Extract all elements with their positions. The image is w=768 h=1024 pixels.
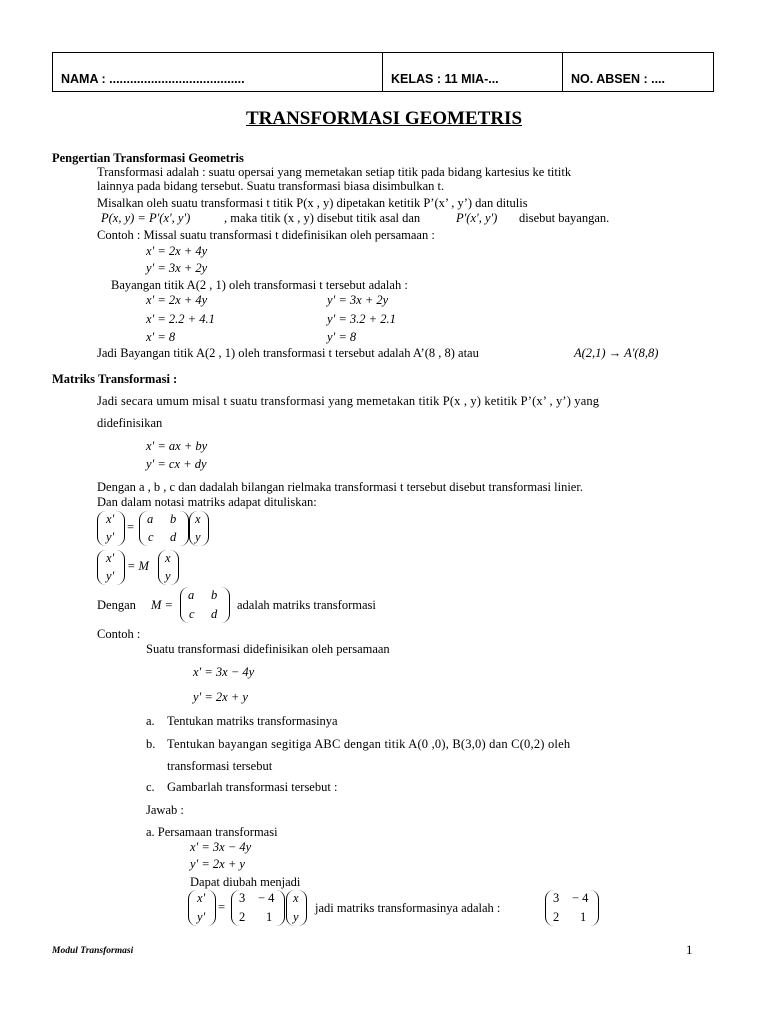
matrix-entry: a bbox=[147, 512, 154, 526]
matrix-entry: y bbox=[293, 910, 299, 924]
list-marker: b. bbox=[146, 737, 156, 751]
paragraph-line: lainnya pada bidang tersebut. Suatu transformasi biasa disimbulkan t. bbox=[97, 179, 445, 193]
paragraph-line: Dengan bbox=[97, 598, 136, 612]
equation: y' = 3.2 + 2.1 bbox=[327, 312, 396, 326]
identity-table bbox=[52, 52, 714, 92]
math-expression: A(2,1) → A'(8,8) bbox=[574, 346, 659, 360]
paragraph-line: Bayangan titik A(2 , 1) oleh transformasi t tersebut adalah : bbox=[111, 278, 408, 292]
nama-field[interactable]: NAMA : ....................................... bbox=[53, 53, 383, 91]
math-expression: P(x, y) = P'(x', y') bbox=[101, 211, 191, 225]
matrix-entry: b bbox=[170, 512, 177, 526]
matrix-entry: a bbox=[188, 588, 195, 602]
equals-sign: = bbox=[127, 520, 135, 534]
paragraph-line: jadi matriks transformasinya adalah : bbox=[315, 901, 501, 915]
matrix-entry: c bbox=[148, 530, 154, 544]
matrix-entry: b bbox=[211, 588, 218, 602]
equals-sign: = M bbox=[127, 559, 149, 573]
paragraph-line: Dan dalam notasi matriks adapat dituliskan: bbox=[97, 495, 317, 509]
paragraph-line: Contoh : Missal suatu transformasi t didefinisikan oleh persamaan : bbox=[97, 228, 435, 242]
matrix-entry: 1 bbox=[266, 910, 273, 924]
equation: x' = 2x + 4y bbox=[146, 293, 208, 307]
matrix-entry: d bbox=[170, 530, 177, 544]
section-heading-pengertian: Pengertian Transformasi Geometris bbox=[52, 151, 244, 165]
matrix-entry: d bbox=[211, 607, 218, 621]
list-item: transformasi tersebut bbox=[167, 759, 273, 773]
list-item: Tentukan matriks transformasinya bbox=[167, 714, 338, 728]
page-title-text: TRANSFORMASI GEOMETRIS bbox=[245, 108, 523, 129]
matrix-entry: 1 bbox=[580, 910, 587, 924]
matrix-entry: − 4 bbox=[258, 891, 275, 905]
matrix-entry: 2 bbox=[239, 910, 246, 924]
section-heading-matriks: Matriks Transformasi : bbox=[52, 372, 178, 386]
equation: x' = 8 bbox=[146, 330, 176, 344]
equation: x' = 3x − 4y bbox=[190, 840, 252, 854]
matrix-entry: y bbox=[165, 569, 171, 583]
equation: x' = ax + by bbox=[146, 439, 208, 453]
paragraph-line: adalah matriks transformasi bbox=[237, 598, 376, 612]
equation: y' = 8 bbox=[327, 330, 357, 344]
list-marker: c. bbox=[146, 780, 155, 794]
paragraph-line: Contoh : bbox=[97, 627, 141, 641]
matrix-entry: y' bbox=[106, 530, 115, 544]
absen-field[interactable]: NO. ABSEN : .... bbox=[571, 72, 665, 86]
paragraph-line: Misalkan oleh suatu transformasi t titik P(x , y) dipetakan ketitik P’(x’ , y’) dan ditulis bbox=[97, 196, 528, 210]
matrix-entry: x bbox=[293, 891, 299, 905]
page-title bbox=[0, 108, 768, 130]
math-expression: M = bbox=[151, 598, 173, 612]
paragraph-line: didefinisikan bbox=[97, 416, 163, 430]
paragraph-line: Dengan a , b , c dan dadalah bilangan rielmaka transformasi t tersebut disebut transformasi linier. bbox=[97, 480, 583, 494]
list-item: Tentukan bayangan segitiga ABC dengan titik A(0 ,0), B(3,0) dan C(0,2) oleh bbox=[167, 737, 571, 751]
paragraph-line: a. Persamaan transformasi bbox=[146, 825, 278, 839]
matrix-entry: y' bbox=[106, 569, 115, 583]
equation: y' = cx + dy bbox=[146, 457, 207, 471]
matrix-entry: c bbox=[189, 607, 195, 621]
paragraph-line: Dapat diubah menjadi bbox=[190, 875, 301, 889]
matrix-entry: x' bbox=[106, 551, 115, 565]
matrix-entry: − 4 bbox=[572, 891, 589, 905]
page-number: 1 bbox=[686, 942, 693, 957]
matrix-entry: x' bbox=[197, 891, 206, 905]
equation: y' = 3x + 2y bbox=[146, 261, 208, 275]
math-expression: P'(x', y') bbox=[456, 211, 498, 225]
matrix-entry: x bbox=[165, 551, 171, 565]
equation: y' = 2x + y bbox=[190, 857, 245, 871]
equation: x' = 3x − 4y bbox=[193, 665, 255, 679]
equation: x' = 2x + 4y bbox=[146, 244, 208, 258]
equation: x' = 2.2 + 4.1 bbox=[146, 312, 215, 326]
list-marker: a. bbox=[146, 714, 155, 728]
matrix-entry: y' bbox=[197, 910, 206, 924]
paragraph-line: Jawab : bbox=[146, 803, 184, 817]
kelas-field[interactable]: KELAS : 11 MIA-... bbox=[383, 53, 563, 91]
equation: y' = 3x + 2y bbox=[327, 293, 389, 307]
matrix-entry: y bbox=[195, 530, 201, 544]
matrix-entry: 3 bbox=[239, 891, 246, 905]
equation: y' = 2x + y bbox=[193, 690, 248, 704]
paragraph-line: Jadi Bayangan titik A(2 , 1) oleh transformasi t tersebut adalah A’(8 , 8) atau bbox=[97, 346, 479, 360]
paragraph-line: Jadi secara umum misal t suatu transformasi yang memetakan titik P(x , y) ketitik P’(x’ , y’) yang bbox=[97, 394, 600, 408]
paragraph-line: disebut bayangan. bbox=[519, 211, 610, 225]
footer-module-name: Modul Transformasi bbox=[52, 946, 134, 956]
equals-sign: = bbox=[218, 900, 226, 914]
matrix-entry: 3 bbox=[553, 891, 560, 905]
list-item: Gambarlah transformasi tersebut : bbox=[167, 780, 338, 794]
paragraph-line: Transformasi adalah : suatu opersai yang memetakan setiap titik pada bidang kartesius ke tititk bbox=[97, 165, 572, 179]
paragraph-line: , maka titik (x , y) disebut titik asal dan bbox=[224, 211, 421, 225]
matrix-entry: x' bbox=[106, 512, 115, 526]
matrix-entry: 2 bbox=[553, 910, 560, 924]
paragraph-line: Suatu transformasi didefinisikan oleh persamaan bbox=[146, 642, 390, 656]
matrix-entry: x bbox=[195, 512, 201, 526]
